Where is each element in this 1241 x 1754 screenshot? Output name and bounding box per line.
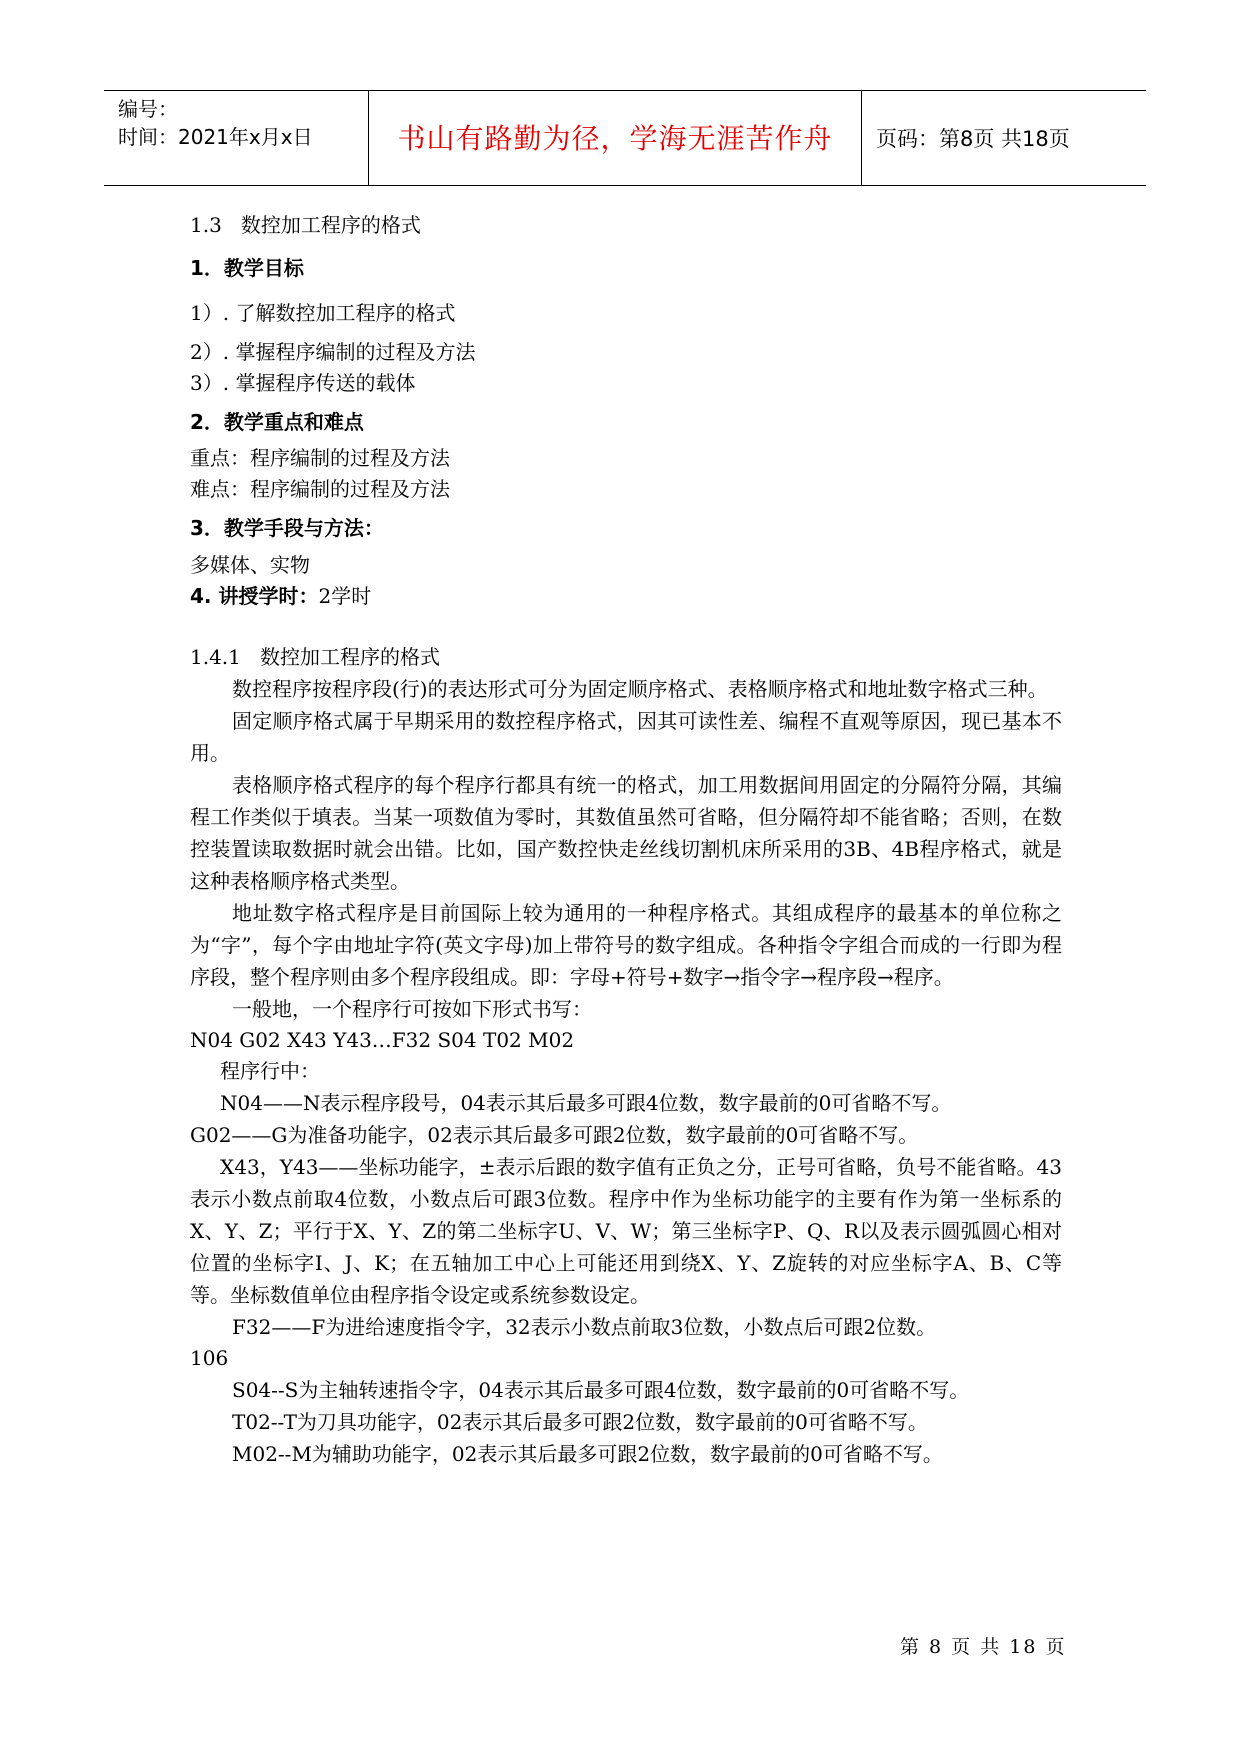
document-body [190, 210, 1062, 1470]
page-code: 页码：第8页 共18页 [876, 127, 1070, 151]
code-line: N04 G02 X43 Y43…F32 S04 T02 M02 [190, 1028, 575, 1052]
page-footer: 第 8 页 共 18 页 [900, 1636, 1067, 1658]
goals-heading: 1．教学目标 [190, 256, 304, 280]
explanation-g02: G02——G为准备功能字，02表示其后最多可跟2位数，数字最前的0可省略不写。 [190, 1123, 919, 1147]
explanation-m02: M02--M为辅助功能字，02表示其后最多可跟2位数，数字最前的0可省略不写。 [232, 1442, 943, 1466]
paragraph: 地址数字格式程序是目前国际上较为通用的一种程序格式。其组成程序的最基本的单位称之为“字”，每个字由地址字符(英文字母)加上带符号的数字组成。各种指令字组合而成的一行即为程序段，整个程序则由多个程序段组成。即：字母+符号+数字→指令字→程序段→程序。 [190, 901, 1062, 989]
motto: 书山有路勤为径，学海无涯苦作舟 [397, 122, 833, 155]
methods-heading: 3．教学手段与方法： [190, 516, 384, 540]
difficulty-text: 难点：程序编制的过程及方法 [190, 477, 450, 501]
hours-label: 4. 讲授学时： [190, 584, 319, 608]
methods-text: 多媒体、实物 [190, 553, 310, 577]
focus-text: 重点：程序编制的过程及方法 [190, 446, 450, 470]
paragraph: 一般地，一个程序行可按如下形式书写： [232, 997, 592, 1021]
page-header [104, 90, 1146, 186]
goal-item: 3）. 掌握程序传送的载体 [190, 371, 416, 395]
explanation-n04: N04——N表示程序段号，04表示其后最多可跟4位数，数字最前的0可省略不写。 [220, 1091, 952, 1115]
time-label: 时间：2021年x月x日 [118, 125, 313, 149]
hours-value: 2学时 [318, 584, 372, 608]
hours-line [190, 581, 1062, 612]
paragraph: 数控程序按程序段(行)的表达形式可分为固定顺序格式、表格顺序格式和地址数字格式三种。 [232, 677, 1048, 701]
header-left-cell [104, 91, 369, 185]
goal-item: 2）. 掌握程序编制的过程及方法 [190, 340, 476, 364]
paragraph: 表格顺序格式程序的每个程序行都具有统一的格式，加工用数据间用固定的分隔符分隔，其编程工作类似于填表。当某一项数值为零时，其数值虽然可省略，但分隔符却不能省略；否则，在数控装置读取数据时就会出错。比如，国产数控快走丝线切割机床所采用的3B、4B程序格式，就是这种表格顺序格式类型。 [190, 773, 1062, 893]
explanation-s04: S04--S为主轴转速指令字，04表示其后最多可跟4位数，数字最前的0可省略不写。 [232, 1378, 970, 1402]
header-right-cell [862, 91, 1146, 185]
explanation-t02: T02--T为刀具功能字，02表示其后最多可跟2位数，数字最前的0可省略不写。 [232, 1410, 928, 1434]
paragraph: 固定顺序格式属于早期采用的数控程序格式，因其可读性差、编程不直观等原因，现已基本不用。 [190, 709, 1062, 765]
number-label: 编号： [118, 97, 178, 121]
program-line-label: 程序行中： [220, 1059, 320, 1083]
section-title: 1.3 数控加工程序的格式 [190, 213, 421, 237]
subsection-title: 1.4.1 数控加工程序的格式 [190, 645, 440, 669]
inline-page-number: 106 [190, 1346, 229, 1370]
keypoints-heading: 2．教学重点和难点 [190, 410, 364, 434]
explanation-f32: F32——F为进给速度指令字，32表示小数点前取3位数，小数点后可跟2位数。 [232, 1315, 937, 1339]
header-middle-cell [369, 91, 862, 185]
explanation-x43: X43，Y43——坐标功能字，±表示后跟的数字值有正负之分，正号可省略，负号不能省略。43表示小数点前取4位数，小数点后可跟3位数。程序中作为坐标功能字的主要有作为第一坐标系的X、Y、Z；平行于X、Y、Z的第二坐标字U、V、W；第三坐标字P、Q、R以及表示圆弧圆心相对位置的坐标字I、J、K；在五轴加工中心上可能还用到绕X、Y、Z旋转的对应坐标字A、B、C等等。坐标数值单位由程序指令设定或系统参数设定。 [190, 1155, 1062, 1307]
goal-item: 1）. 了解数控加工程序的格式 [190, 301, 456, 325]
